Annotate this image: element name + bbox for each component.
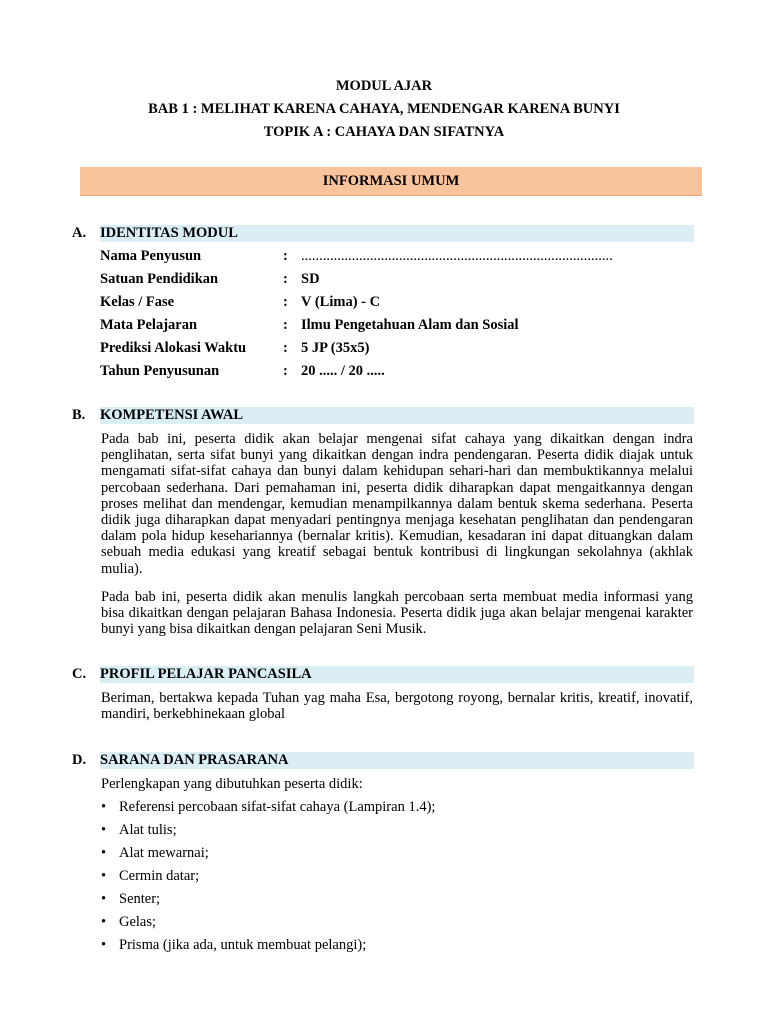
bullet-icon: • bbox=[101, 822, 107, 838]
identitas-label: Mata Pelajaran bbox=[100, 317, 198, 333]
kompetensi-paragraph-1: Pada bab ini, peserta didik akan belajar mengenai sifat cahaya yang dikaitkan dengan indra penglihatan, serta sifat bunyi yang dikaitkan dengan indra pendengaran. Peserta didik diajak untuk mengamati sifat-sifat cahaya dan bunyi dalam kehidupan sehari-hari dan membuktikannya melalui percobaan sederhana. Dari pemahaman ini, peserta didik diharapkan dapat mengaitkannya dengan proses melihat dan mendengar, kemudian menampilkannya dalam bentuk skema sederhana. Peserta didik juga diharapkan dapat menyadari pentingnya menjaga kesehatan penglihatan dan pendengaran dalam pola hidup kesehariannya (bernalar kritis). Kemudian, kesadaran ini dapat dituangkan dalam sebuah media edukasi yang kreatif sebagai bentuk kontribusi di lingkungan sekolahnya (akhlak mulia). bbox=[101, 431, 693, 577]
identitas-row bbox=[100, 268, 700, 291]
list-item-text: Referensi percobaan sifat-sifat cahaya (Lampiran 1.4); bbox=[119, 799, 436, 815]
section-letter: B. bbox=[72, 407, 86, 423]
identitas-value: V (Lima) - C bbox=[301, 294, 381, 310]
identitas-row bbox=[100, 291, 700, 314]
identitas-colon: : bbox=[283, 340, 288, 356]
identitas-row bbox=[100, 245, 700, 268]
section-b-heading bbox=[72, 407, 694, 424]
profil-paragraph: Beriman, bertakwa kepada Tuhan yag maha Esa, bergotong royong, bernalar kritis, kreatif, inovatif, mandiri, berkebhinekaan global bbox=[101, 690, 693, 723]
list-item-text: Cermin datar; bbox=[119, 868, 200, 884]
identitas-label: Satuan Pendidikan bbox=[100, 271, 219, 287]
identitas-value: 5 JP (35x5) bbox=[301, 340, 370, 356]
section-bar bbox=[100, 666, 694, 683]
list-item-text: Gelas; bbox=[119, 914, 157, 930]
list-item bbox=[100, 796, 435, 819]
bullet-icon: • bbox=[101, 799, 107, 815]
list-item-text: Alat mewarnai; bbox=[119, 845, 209, 861]
identitas-colon: : bbox=[283, 248, 288, 264]
section-title: KOMPETENSI AWAL bbox=[100, 407, 244, 423]
list-item-text: Senter; bbox=[119, 891, 161, 907]
identitas-colon: : bbox=[283, 317, 288, 333]
list-item bbox=[100, 819, 435, 842]
identitas-row bbox=[100, 337, 700, 360]
bullet-icon: • bbox=[101, 914, 107, 930]
bullet-icon: • bbox=[101, 891, 107, 907]
section-bar bbox=[100, 752, 694, 769]
identitas-label: Tahun Penyusunan bbox=[100, 363, 220, 379]
identitas-value: 20 ..... / 20 ..... bbox=[301, 363, 385, 379]
title-modul-ajar: MODUL AJAR bbox=[335, 78, 433, 94]
identitas-label: Kelas / Fase bbox=[100, 294, 175, 310]
identitas-colon: : bbox=[283, 363, 288, 379]
section-title: IDENTITAS MODUL bbox=[100, 225, 238, 241]
identitas-value: SD bbox=[301, 271, 320, 287]
section-letter: A. bbox=[72, 225, 87, 241]
section-d-heading bbox=[72, 752, 694, 769]
kompetensi-paragraph-2: Pada bab ini, peserta didik akan menulis langkah percobaan serta membuat media informasi yang bisa dikaitkan dengan pelajaran Bahasa Indonesia. Peserta didik juga akan belajar mengenai karakter bunyi yang bisa dikaitkan dengan pelajaran Seni Musik. bbox=[101, 589, 693, 638]
identitas-value: ...................................................................................... bbox=[301, 248, 613, 264]
bullet-icon: • bbox=[101, 845, 107, 861]
list-item bbox=[100, 888, 435, 911]
list-item-text: Alat tulis; bbox=[119, 822, 177, 838]
section-bar bbox=[100, 407, 694, 424]
title-topik: TOPIK A : CAHAYA DAN SIFATNYA bbox=[263, 124, 505, 140]
list-item bbox=[100, 842, 435, 865]
sarana-list bbox=[100, 796, 435, 957]
section-letter: D. bbox=[72, 752, 87, 768]
identitas-label: Prediksi Alokasi Waktu bbox=[100, 340, 247, 356]
identitas-value: Ilmu Pengetahuan Alam dan Sosial bbox=[301, 317, 519, 333]
identitas-label: Nama Penyusun bbox=[100, 248, 202, 264]
section-letter: C. bbox=[72, 666, 87, 682]
identitas-colon: : bbox=[283, 294, 288, 310]
list-item bbox=[100, 934, 435, 957]
section-bar bbox=[100, 225, 694, 242]
section-a-heading bbox=[72, 225, 694, 242]
document-title bbox=[0, 75, 768, 144]
informasi-umum-banner: INFORMASI UMUM bbox=[80, 167, 702, 196]
sarana-intro: Perlengkapan yang dibutuhkan peserta didik: bbox=[101, 776, 363, 792]
list-item bbox=[100, 865, 435, 888]
identitas-colon: : bbox=[283, 271, 288, 287]
identitas-row bbox=[100, 360, 700, 383]
section-title: SARANA DAN PRASARANA bbox=[100, 752, 289, 768]
section-title: PROFIL PELAJAR PANCASILA bbox=[100, 666, 312, 682]
identitas-row bbox=[100, 314, 700, 337]
identitas-table bbox=[100, 245, 700, 383]
section-c-heading bbox=[72, 666, 694, 683]
title-bab: BAB 1 : MELIHAT KARENA CAHAYA, MENDENGAR KARENA BUNYI bbox=[148, 101, 620, 117]
bullet-icon: • bbox=[101, 937, 107, 953]
list-item bbox=[100, 911, 435, 934]
bullet-icon: • bbox=[101, 868, 107, 884]
list-item-text: Prisma (jika ada, untuk membuat pelangi); bbox=[119, 937, 367, 953]
